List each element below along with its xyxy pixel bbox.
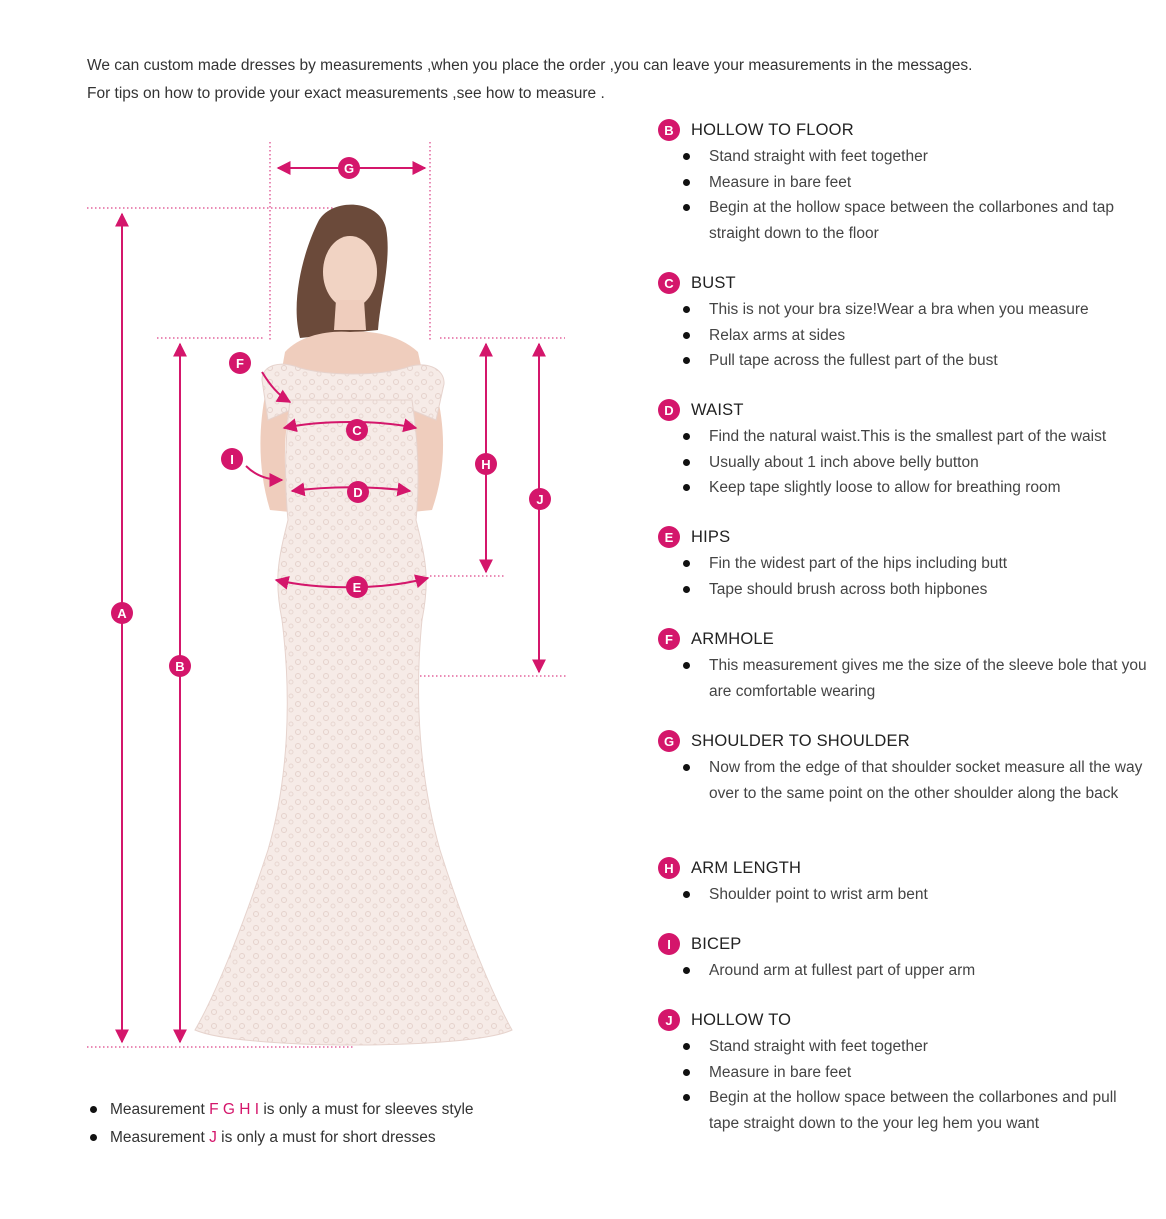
- model-silhouette: [195, 205, 512, 1045]
- figure-label-d: D: [347, 481, 369, 503]
- section-hollow-to-floor: [658, 118, 1148, 246]
- section-badge: D: [658, 399, 680, 421]
- intro-text: [87, 52, 972, 108]
- section-badge: F: [658, 628, 680, 650]
- figure-label-b: B: [169, 655, 191, 677]
- intro-line-1: We can custom made dresses by measurements ,when you place the order ,you can leave your measurements in the messages.: [87, 57, 973, 74]
- footnote-highlight: J: [209, 1129, 217, 1146]
- footnote-sleeves: [88, 1096, 474, 1124]
- section-title: ARMHOLE: [691, 629, 774, 648]
- section-title: WAIST: [691, 400, 744, 419]
- footnote-suffix: is only a must for short dresses: [216, 1129, 436, 1146]
- section-title: SHOULDER TO SHOULDER: [691, 731, 910, 750]
- section-armhole: [658, 627, 1148, 704]
- list-item: Begin at the hollow space between the collarbones and tap straight down to the floor: [658, 195, 1148, 246]
- figure-label-f: F: [229, 352, 251, 374]
- footnote-short: [88, 1124, 474, 1152]
- section-hollow-to: [658, 1008, 1148, 1136]
- figure-label-g: G: [338, 157, 360, 179]
- list-item: Pull tape across the fullest part of the bust: [658, 348, 1148, 374]
- section-title: BUST: [691, 273, 736, 292]
- dress-illustration: [80, 130, 580, 1065]
- list-item: Stand straight with feet together: [658, 1034, 1148, 1060]
- figure-label-h: H: [475, 453, 497, 475]
- section-badge: E: [658, 526, 680, 548]
- section-badge: B: [658, 119, 680, 141]
- footnote-prefix: Measurement: [110, 1101, 210, 1118]
- figure-label-c: C: [346, 419, 368, 441]
- list-item: Now from the edge of that shoulder socket measure all the way over to the same point on the other shoulder along the back: [658, 755, 1148, 806]
- section-badge: G: [658, 730, 680, 752]
- list-item: Tape should brush across both hipbones: [658, 577, 1148, 603]
- list-item: Around arm at fullest part of upper arm: [658, 958, 1148, 984]
- footnotes: [88, 1096, 474, 1152]
- section-arm-length: [658, 856, 1148, 908]
- footnote-suffix: is only a must for sleeves style: [259, 1101, 474, 1118]
- list-item: Begin at the hollow space between the collarbones and pull tape straight down to the your leg hem you want: [658, 1085, 1148, 1136]
- section-badge: C: [658, 272, 680, 294]
- list-item: Measure in bare feet: [658, 170, 1148, 196]
- list-item: Usually about 1 inch above belly button: [658, 450, 1148, 476]
- figure-label-i: I: [221, 448, 243, 470]
- section-title: BICEP: [691, 934, 742, 953]
- list-item: Shoulder point to wrist arm bent: [658, 882, 1148, 908]
- list-item: Relax arms at sides: [658, 323, 1148, 349]
- section-title: HOLLOW TO FLOOR: [691, 120, 854, 139]
- section-title: ARM LENGTH: [691, 858, 802, 877]
- list-item: This measurement gives me the size of the sleeve bole that you are comfortable wearing: [658, 653, 1148, 704]
- list-item: Fin the widest part of the hips including butt: [658, 551, 1148, 577]
- section-waist: [658, 398, 1148, 501]
- section-bust: [658, 271, 1148, 374]
- section-title: HIPS: [691, 527, 731, 546]
- list-item: This is not your bra size!Wear a bra when you measure: [658, 297, 1148, 323]
- figure-label-j: J: [529, 488, 551, 510]
- section-badge: H: [658, 857, 680, 879]
- section-badge: I: [658, 933, 680, 955]
- measurement-figure: [80, 130, 580, 1065]
- footnote-prefix: Measurement: [110, 1129, 210, 1146]
- section-title: HOLLOW TO: [691, 1010, 792, 1029]
- list-item: Stand straight with feet together: [658, 144, 1148, 170]
- figure-label-e: E: [346, 576, 368, 598]
- list-item: Find the natural waist.This is the smallest part of the waist: [658, 424, 1148, 450]
- list-item: Measure in bare feet: [658, 1060, 1148, 1086]
- section-shoulder-to-shoulder: [658, 729, 1148, 806]
- figure-label-a: A: [111, 602, 133, 624]
- section-bicep: [658, 932, 1148, 984]
- section-hips: [658, 525, 1148, 602]
- intro-line-2: For tips on how to provide your exact measurements ,see how to measure .: [87, 85, 605, 102]
- footnote-highlight: F G H I: [209, 1101, 260, 1118]
- section-badge: J: [658, 1009, 680, 1031]
- list-item: Keep tape slightly loose to allow for breathing room: [658, 475, 1148, 501]
